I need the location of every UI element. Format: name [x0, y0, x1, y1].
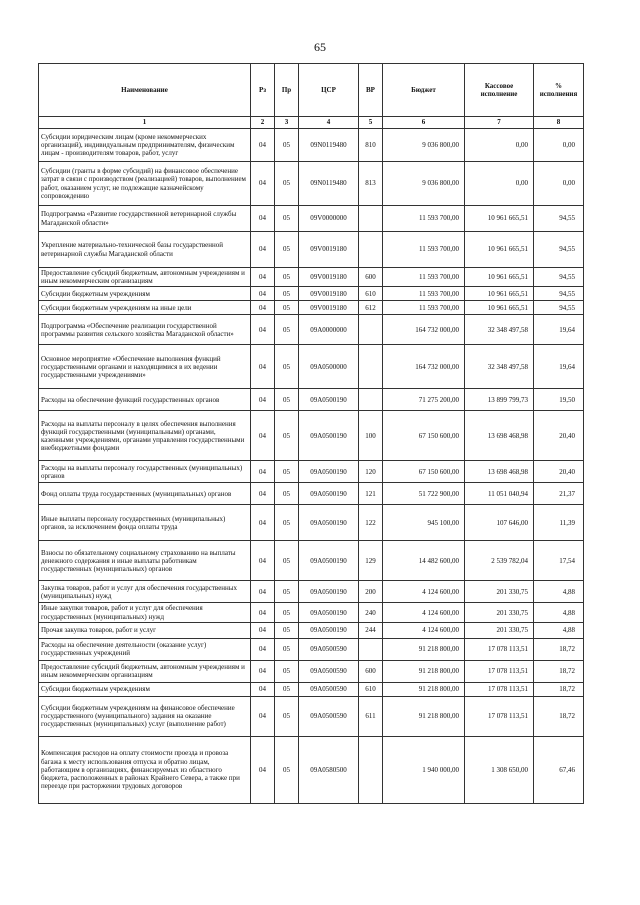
row-budget-cell: 945 100,00 [383, 505, 465, 541]
row-rz-cell: 04 [251, 315, 275, 345]
row-vr-cell: 122 [359, 505, 383, 541]
row-vr-cell: 129 [359, 541, 383, 581]
table-row [39, 461, 584, 483]
header-csr: ЦСР [299, 64, 359, 117]
table-row [39, 638, 584, 660]
budget-execution-table [38, 63, 584, 804]
row-pr-cell: 05 [275, 638, 299, 660]
table-row [39, 483, 584, 505]
header-pr: Пр [275, 64, 299, 117]
row-cash-execution-cell: 32 348 497,58 [465, 345, 534, 389]
row-vr-cell [359, 315, 383, 345]
row-execution-percent-cell: 18,72 [534, 660, 584, 682]
row-vr-cell [359, 389, 383, 411]
row-csr-cell: 09A0580500 [299, 736, 359, 803]
row-name-cell: Предоставление субсидий бюджетным, автономным учреждениям и иным некоммерческим организациям [39, 660, 251, 682]
row-cash-execution-cell: 10 961 665,51 [465, 232, 534, 268]
row-budget-cell: 4 124 600,00 [383, 581, 465, 603]
row-budget-cell: 91 218 800,00 [383, 638, 465, 660]
row-budget-cell: 91 218 800,00 [383, 660, 465, 682]
row-pr-cell: 05 [275, 268, 299, 287]
row-execution-percent-cell: 67,46 [534, 736, 584, 803]
table-row [39, 696, 584, 736]
row-rz-cell: 04 [251, 411, 275, 461]
row-cash-execution-cell: 11 051 040,94 [465, 483, 534, 505]
row-pr-cell: 05 [275, 162, 299, 206]
table-row [39, 287, 584, 301]
row-execution-percent-cell: 4,88 [534, 603, 584, 622]
row-rz-cell: 04 [251, 581, 275, 603]
row-name-cell: Подпрограмма «Обеспечение реализации государственной программы развития сельского хозяйства Магаданской области» [39, 315, 251, 345]
row-execution-percent-cell: 94,55 [534, 301, 584, 315]
row-execution-percent-cell: 94,55 [534, 232, 584, 268]
row-rz-cell: 04 [251, 541, 275, 581]
header-execution-percent: % исполнения [534, 64, 584, 117]
row-csr-cell: 09A0500190 [299, 505, 359, 541]
row-execution-percent-cell: 17,54 [534, 541, 584, 581]
row-execution-percent-cell: 19,64 [534, 315, 584, 345]
row-csr-cell: 09N0119480 [299, 162, 359, 206]
header-rz: Рз [251, 64, 275, 117]
row-execution-percent-cell: 0,00 [534, 162, 584, 206]
row-name-cell: Субсидии бюджетным учреждениям на иные цели [39, 301, 251, 315]
row-vr-cell: 240 [359, 603, 383, 622]
table-row [39, 162, 584, 206]
table-row [39, 206, 584, 232]
row-name-cell: Расходы на обеспечение деятельности (оказание услуг) государственных учреждений [39, 638, 251, 660]
row-budget-cell: 11 593 700,00 [383, 206, 465, 232]
table-row [39, 315, 584, 345]
row-vr-cell: 121 [359, 483, 383, 505]
row-budget-cell: 91 218 800,00 [383, 682, 465, 696]
row-pr-cell: 05 [275, 301, 299, 315]
row-execution-percent-cell: 20,40 [534, 411, 584, 461]
row-budget-cell: 1 940 000,00 [383, 736, 465, 803]
row-budget-cell: 4 124 600,00 [383, 603, 465, 622]
column-number: 5 [359, 117, 383, 129]
row-budget-cell: 164 732 000,00 [383, 315, 465, 345]
row-rz-cell: 04 [251, 129, 275, 162]
row-name-cell: Расходы на выплаты персоналу в целях обеспечения выполнения функций государственными (муниципальными) органами, казенными учреждениями, органами управления государственными внебюджетными фондами [39, 411, 251, 461]
column-number: 3 [275, 117, 299, 129]
row-budget-cell: 9 036 800,00 [383, 129, 465, 162]
row-csr-cell: 09N0119480 [299, 129, 359, 162]
row-budget-cell: 164 732 000,00 [383, 345, 465, 389]
row-pr-cell: 05 [275, 483, 299, 505]
row-rz-cell: 04 [251, 345, 275, 389]
row-budget-cell: 51 722 900,00 [383, 483, 465, 505]
row-name-cell: Подпрограмма «Развитие государственной ветеринарной службы Магаданской области» [39, 206, 251, 232]
row-execution-percent-cell: 94,55 [534, 268, 584, 287]
row-cash-execution-cell: 13 698 468,98 [465, 411, 534, 461]
row-execution-percent-cell: 18,72 [534, 638, 584, 660]
row-csr-cell: 09A0500590 [299, 696, 359, 736]
row-rz-cell: 04 [251, 638, 275, 660]
row-csr-cell: 09A0500000 [299, 345, 359, 389]
row-pr-cell: 05 [275, 315, 299, 345]
row-csr-cell: 09A0500190 [299, 461, 359, 483]
table-row [39, 268, 584, 287]
row-pr-cell: 05 [275, 411, 299, 461]
row-vr-cell: 611 [359, 696, 383, 736]
row-cash-execution-cell: 201 330,75 [465, 581, 534, 603]
row-name-cell: Субсидии (гранты в форме субсидий) на финансовое обеспечение затрат в связи с производством (реализацией) товаров, выполнением работ, оказанием услуг, не подлежащие казначейскому сопровождению [39, 162, 251, 206]
row-csr-cell: 09A0500190 [299, 622, 359, 638]
row-name-cell: Расходы на обеспечение функций государственных органов [39, 389, 251, 411]
row-csr-cell: 09A0500190 [299, 603, 359, 622]
header-vr: ВР [359, 64, 383, 117]
row-pr-cell: 05 [275, 461, 299, 483]
row-csr-cell: 09A0500590 [299, 660, 359, 682]
table-row [39, 581, 584, 603]
row-pr-cell: 05 [275, 682, 299, 696]
row-vr-cell: 244 [359, 622, 383, 638]
row-execution-percent-cell: 19,64 [534, 345, 584, 389]
row-csr-cell: 09V0019180 [299, 268, 359, 287]
row-name-cell: Прочая закупка товаров, работ и услуг [39, 622, 251, 638]
row-rz-cell: 04 [251, 162, 275, 206]
row-cash-execution-cell: 0,00 [465, 129, 534, 162]
header-budget: Бюджет [383, 64, 465, 117]
row-pr-cell: 05 [275, 603, 299, 622]
row-cash-execution-cell: 201 330,75 [465, 603, 534, 622]
row-pr-cell: 05 [275, 696, 299, 736]
row-execution-percent-cell: 18,72 [534, 696, 584, 736]
row-cash-execution-cell: 17 078 113,51 [465, 660, 534, 682]
row-csr-cell: 09A0500190 [299, 483, 359, 505]
row-csr-cell: 09A0500190 [299, 411, 359, 461]
row-budget-cell: 11 593 700,00 [383, 301, 465, 315]
page-number: 65 [314, 40, 326, 54]
row-name-cell: Взносы по обязательному социальному страхованию на выплаты денежного содержания и иные выплаты работникам государственных (муниципальных) органов [39, 541, 251, 581]
row-rz-cell: 04 [251, 461, 275, 483]
column-number: 2 [251, 117, 275, 129]
row-rz-cell: 04 [251, 682, 275, 696]
row-rz-cell: 04 [251, 696, 275, 736]
row-vr-cell: 120 [359, 461, 383, 483]
row-csr-cell: 09A0500590 [299, 682, 359, 696]
row-pr-cell: 05 [275, 541, 299, 581]
row-pr-cell: 05 [275, 389, 299, 411]
table-row [39, 345, 584, 389]
column-number: 7 [465, 117, 534, 129]
row-vr-cell: 100 [359, 411, 383, 461]
column-number: 8 [534, 117, 584, 129]
row-pr-cell: 05 [275, 581, 299, 603]
row-name-cell: Иные выплаты персоналу государственных (муниципальных) органов, за исключением фонда оплаты труда [39, 505, 251, 541]
row-csr-cell: 09A0500190 [299, 389, 359, 411]
row-rz-cell: 04 [251, 660, 275, 682]
table-row [39, 682, 584, 696]
row-csr-cell: 09V0019180 [299, 301, 359, 315]
row-budget-cell: 14 482 600,00 [383, 541, 465, 581]
row-name-cell: Субсидии бюджетным учреждениям на финансовое обеспечение государственного (муниципального) задания на оказание государственных (муниципальных) услуг (выполнение работ) [39, 696, 251, 736]
row-pr-cell: 05 [275, 287, 299, 301]
row-budget-cell: 9 036 800,00 [383, 162, 465, 206]
row-rz-cell: 04 [251, 287, 275, 301]
row-vr-cell: 813 [359, 162, 383, 206]
row-rz-cell: 04 [251, 505, 275, 541]
row-execution-percent-cell: 18,72 [534, 682, 584, 696]
row-cash-execution-cell: 17 078 113,51 [465, 638, 534, 660]
row-budget-cell: 11 593 700,00 [383, 287, 465, 301]
row-rz-cell: 04 [251, 268, 275, 287]
row-budget-cell: 11 593 700,00 [383, 268, 465, 287]
table-row [39, 389, 584, 411]
header-cash-execution: Кассовое исполнение [465, 64, 534, 117]
row-execution-percent-cell: 94,55 [534, 287, 584, 301]
table-row [39, 541, 584, 581]
row-rz-cell: 04 [251, 301, 275, 315]
row-budget-cell: 4 124 600,00 [383, 622, 465, 638]
row-vr-cell: 810 [359, 129, 383, 162]
row-vr-cell: 610 [359, 682, 383, 696]
row-pr-cell: 05 [275, 622, 299, 638]
row-csr-cell: 09A0500590 [299, 638, 359, 660]
row-cash-execution-cell: 17 078 113,51 [465, 696, 534, 736]
table-row [39, 736, 584, 803]
row-name-cell: Укрепление материально-технической базы государственной ветеринарной службы Магаданской области [39, 232, 251, 268]
row-execution-percent-cell: 94,55 [534, 206, 584, 232]
row-vr-cell: 612 [359, 301, 383, 315]
row-rz-cell: 04 [251, 232, 275, 268]
row-name-cell: Субсидии юридическим лицам (кроме некоммерческих организаций), индивидуальным предпринимателям, физическим лицам - производителям товаров, работ, услуг [39, 129, 251, 162]
row-pr-cell: 05 [275, 736, 299, 803]
header-row [39, 64, 584, 117]
row-vr-cell [359, 232, 383, 268]
row-execution-percent-cell: 4,88 [534, 622, 584, 638]
table-row [39, 505, 584, 541]
row-vr-cell [359, 345, 383, 389]
table-row [39, 603, 584, 622]
row-cash-execution-cell: 17 078 113,51 [465, 682, 534, 696]
row-cash-execution-cell: 10 961 665,51 [465, 206, 534, 232]
row-csr-cell: 09A0500190 [299, 581, 359, 603]
row-execution-percent-cell: 0,00 [534, 129, 584, 162]
row-csr-cell: 09V0000000 [299, 206, 359, 232]
row-pr-cell: 05 [275, 206, 299, 232]
row-rz-cell: 04 [251, 389, 275, 411]
row-name-cell: Фонд оплаты труда государственных (муниципальных) органов [39, 483, 251, 505]
row-vr-cell: 600 [359, 268, 383, 287]
column-number-row [39, 117, 584, 129]
row-execution-percent-cell: 21,37 [534, 483, 584, 505]
row-pr-cell: 05 [275, 345, 299, 389]
row-csr-cell: 09A0000000 [299, 315, 359, 345]
row-cash-execution-cell: 10 961 665,51 [465, 287, 534, 301]
row-cash-execution-cell: 2 539 782,04 [465, 541, 534, 581]
row-cash-execution-cell: 201 330,75 [465, 622, 534, 638]
row-vr-cell: 610 [359, 287, 383, 301]
row-name-cell: Основное мероприятие «Обеспечение выполнения функций государственными органами и находящимися в их ведении государственными учреждениями» [39, 345, 251, 389]
row-vr-cell [359, 206, 383, 232]
table-row [39, 622, 584, 638]
table-row [39, 411, 584, 461]
row-pr-cell: 05 [275, 129, 299, 162]
row-name-cell: Субсидии бюджетным учреждениям [39, 287, 251, 301]
row-name-cell: Субсидии бюджетным учреждениям [39, 682, 251, 696]
row-cash-execution-cell: 10 961 665,51 [465, 301, 534, 315]
row-cash-execution-cell: 13 698 468,98 [465, 461, 534, 483]
row-vr-cell: 600 [359, 660, 383, 682]
row-cash-execution-cell: 13 899 799,73 [465, 389, 534, 411]
row-execution-percent-cell: 19,50 [534, 389, 584, 411]
table-body [39, 129, 584, 804]
row-execution-percent-cell: 11,39 [534, 505, 584, 541]
row-budget-cell: 67 150 600,00 [383, 461, 465, 483]
row-budget-cell: 71 275 200,00 [383, 389, 465, 411]
row-name-cell: Предоставление субсидий бюджетным, автономным учреждениям и иным некоммерческим организациям [39, 268, 251, 287]
row-csr-cell: 09V0019180 [299, 232, 359, 268]
row-rz-cell: 04 [251, 483, 275, 505]
row-rz-cell: 04 [251, 622, 275, 638]
header-name: Наименование [39, 64, 251, 117]
row-cash-execution-cell: 0,00 [465, 162, 534, 206]
row-vr-cell: 200 [359, 581, 383, 603]
row-name-cell: Закупка товаров, работ и услуг для обеспечения государственных (муниципальных) нужд [39, 581, 251, 603]
table-row [39, 232, 584, 268]
column-number: 4 [299, 117, 359, 129]
row-budget-cell: 91 218 800,00 [383, 696, 465, 736]
row-name-cell: Расходы на выплаты персоналу государственных (муниципальных) органов [39, 461, 251, 483]
row-execution-percent-cell: 20,40 [534, 461, 584, 483]
row-cash-execution-cell: 10 961 665,51 [465, 268, 534, 287]
row-execution-percent-cell: 4,88 [534, 581, 584, 603]
column-number: 1 [39, 117, 251, 129]
row-rz-cell: 04 [251, 736, 275, 803]
row-csr-cell: 09V0019180 [299, 287, 359, 301]
row-cash-execution-cell: 107 646,00 [465, 505, 534, 541]
row-pr-cell: 05 [275, 232, 299, 268]
table-row [39, 129, 584, 162]
row-rz-cell: 04 [251, 206, 275, 232]
table-row [39, 660, 584, 682]
column-number: 6 [383, 117, 465, 129]
row-cash-execution-cell: 32 348 497,58 [465, 315, 534, 345]
row-name-cell: Компенсация расходов на оплату стоимости проезда и провоза багажа к месту использования отпуска и обратно лицам, работающим в организациях, финансируемых из областного бюджета, расположенных в районах Крайнего Севера, а также при переезде при расторжении трудовых договоров [39, 736, 251, 803]
row-csr-cell: 09A0500190 [299, 541, 359, 581]
row-vr-cell [359, 638, 383, 660]
row-name-cell: Иные закупки товаров, работ и услуг для обеспечения государственных (муниципальных) нужд [39, 603, 251, 622]
row-vr-cell [359, 736, 383, 803]
row-budget-cell: 11 593 700,00 [383, 232, 465, 268]
row-cash-execution-cell: 1 308 650,00 [465, 736, 534, 803]
row-budget-cell: 67 150 600,00 [383, 411, 465, 461]
row-pr-cell: 05 [275, 505, 299, 541]
row-rz-cell: 04 [251, 603, 275, 622]
row-pr-cell: 05 [275, 660, 299, 682]
table-row [39, 301, 584, 315]
